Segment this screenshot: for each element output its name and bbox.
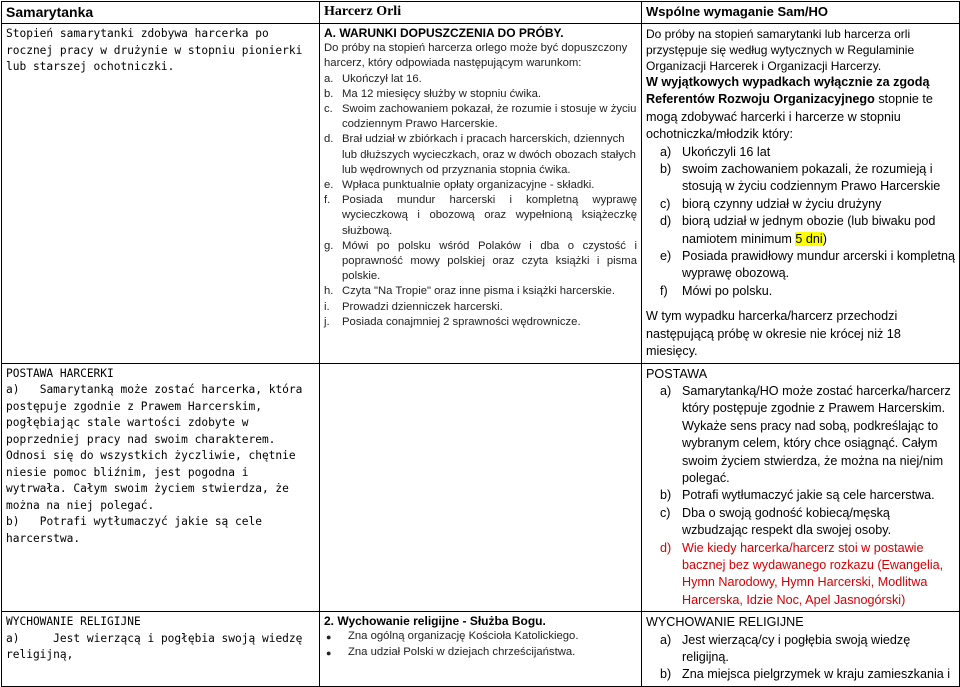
wspolne-condition-b: b) swoim zachowaniem pokazali, że rozumieją i stosują w życiu codziennym Prawo Harcerskie xyxy=(660,162,941,194)
wspolne-religion-b: b) Zna miejsca pielgrzymek w kraju zamieszkania i xyxy=(660,667,951,682)
admission-item-g: g. Mówi po polsku wśród Polaków i dba o czystość i poprawność mowy polskiej oraz czyta książki i pisma polskie. xyxy=(324,239,637,283)
bullet-icon: ● xyxy=(326,648,332,659)
admission-item-h: h. Czyta "Na Tropie" oraz inne pisma i książki harcerskie. xyxy=(324,285,615,298)
attitude-item-b: b) Potrafi wytłumaczyć jakie są cele harcerstwa. xyxy=(6,515,262,545)
header-samarytanka: Samarytanka xyxy=(2,2,320,24)
samarytanka-attitude-cell xyxy=(2,363,320,612)
wspolne-religion-a: a) Jest wierzącą/cy i pogłębia swoją wiedzę religijną. xyxy=(660,632,911,664)
admission-item-b: b. Ma 12 miesięcy służby w stopniu ćwika. xyxy=(324,87,542,100)
wspolne-attitude-list xyxy=(646,383,955,609)
harcerz-religion-item-2: ● Zna udział Polski w dziejach chrześcijaństwa. xyxy=(324,645,637,661)
wspolne-condition-a: a) Ukończyli 16 lat xyxy=(660,144,771,159)
religion-item-a: a) Jest wierzącą i pogłębia swoją wiedzę religijną, xyxy=(6,631,303,662)
wspolne-religion-heading: WYCHOWANIE RELIGIJNE xyxy=(646,615,804,630)
bullet-icon: ● xyxy=(326,632,332,643)
harcerz-religion-heading: 2. Wychowanie religijne - Służba Bogu. xyxy=(324,614,546,629)
wspolne-condition-d: d) biorą udział w jednym obozie (lub biwaku pod namiotem minimum 5 dni) xyxy=(660,214,936,246)
wspolne-attitude-c: c) Dba o swoją godność kobiecą/męską wzbudzając respekt dla swojej osoby. xyxy=(660,505,892,538)
harcerz-orli-admission-cell xyxy=(320,24,642,364)
wspolne-exception-bold: W wyjątkowych wypadkach wyłącznie za zgodą Referentów Rozwoju Organizacyjnego xyxy=(646,75,930,107)
admission-item-a: a. Ukończył lat 16. xyxy=(324,72,422,85)
harcerz-orli-attitude-cell xyxy=(320,363,642,612)
samarytanka-admission-cell xyxy=(2,24,320,364)
wspolne-admission-cell xyxy=(642,24,960,364)
wspolne-attitude-heading: POSTAWA xyxy=(646,366,708,381)
wspolne-intro: Do próby na stopień samarytanki lub harcerza orli przystępuje się według wytycznych w Regulaminie Organizacji Harcerek i Organizacji Harcerzy. xyxy=(646,27,915,73)
admission-row xyxy=(2,24,960,364)
wspolne-religion-list xyxy=(646,632,955,684)
highlighted-duration: 5 dni xyxy=(795,231,823,246)
wspolne-footer: W tym wypadku harcerka/harcerz przechodzi następującą próbę w okresie nie krócej niż 18 miesięcy. xyxy=(646,309,901,359)
wspolne-attitude-b: b) Potrafi wytłumaczyć jakie są cele harcerstwa. xyxy=(660,488,935,503)
religion-heading: WYCHOWANIE RELIGIJNE xyxy=(6,615,141,629)
header-harcerz-orli: Harcerz Orli xyxy=(320,2,642,24)
admission-item-d: d. Brał udział w zbiórkach i pracach harcerskich, dziennych lub dłuższych wycieczkach, oraz w dwóch obozach stałych lub wędrownych od przyznania stopnia ćwika. xyxy=(324,133,636,176)
admission-item-f: f. Posiada mundur harcerski i kompletną wyprawę wycieczkową i obozową oraz wypełnioną książeczkę służbową. xyxy=(324,194,637,237)
header-row xyxy=(2,2,960,24)
wspolne-religion-cell xyxy=(642,612,960,687)
admission-intro: Do próby na stopień harcerza orlego może być dopuszczony harcerz, który odpowiada następującym warunkom: xyxy=(324,42,628,70)
attitude-list xyxy=(6,382,315,547)
attitude-row xyxy=(2,363,960,612)
samarytanka-admission-text: Stopień samarytanki zdobywa harcerka po rocznej pracy w drużynie w stopniu pionierki lub starszej ochotniczki. xyxy=(6,27,303,73)
admission-item-c: c. Swoim zachowaniem pokazał, że rozumie i stosuje w życiu codziennym Prawo Harcerskie. xyxy=(324,103,637,131)
wspolne-conditions-list xyxy=(646,144,955,301)
admission-item-e: e. Wpłaca punktualnie opłaty organizacyjne - składki. xyxy=(324,179,595,192)
wspolne-attitude-cell xyxy=(642,363,960,612)
attitude-item-a: a) Samarytanką może zostać harcerka, która postępuje zgodnie z Prawem Harcerskim, pogłębiając stale wartości zdobyte w poprzedniej pracy nad swoim charakterem. Odnosi się do wszystkich życzliwie, chętnie niesie pomoc bliźnim, jest pogodna i wytrwała. Całym swoim życiem stwierdza, że można na niej polegać. xyxy=(6,383,303,512)
admission-item-j: j. Posiada conajmniej 2 sprawności wędrownicze. xyxy=(324,315,581,328)
wspolne-attitude-d: d) Wie kiedy harcerka/harcerz stoi w postawie bacznej bez wydawanego rozkazu (Ewangelia, Hymn Narodowy, Hymn Harcerski, Modlitwa Harcerska, Idzie Noc, Apel Jasnogórski) xyxy=(660,540,944,607)
harcerz-orli-religion-cell xyxy=(320,612,642,687)
wspolne-condition-e: e) Posiada prawidłowy mundur arcerski i kompletną wyprawę obozową. xyxy=(660,249,955,281)
wspolne-condition-c: c) biorą czynny udział w życiu drużyny xyxy=(660,196,882,211)
wspolne-attitude-a: a) Samarytanką/HO może zostać harcerka/harcerz który postępuje zgodnie z Prawem Harcerskim. Wykaże sens pracy nad sobą, podkreślając to wybranym celem, który chce osiągnąć. Całym swoim życiem stwierdza, że można na niej/nim polegać. xyxy=(660,383,951,485)
requirements-table xyxy=(1,1,960,687)
attitude-heading: POSTAWA HARCERKI xyxy=(6,366,114,380)
wspolne-condition-f: f) Mówi po polsku. xyxy=(660,283,773,298)
samarytanka-religion-cell xyxy=(2,612,320,687)
wspolne-exception xyxy=(646,74,955,144)
admission-heading: A. WARUNKI DOPUSZCZENIA DO PRÓBY. xyxy=(324,26,564,40)
wspolne-exception-rest: stopnie te mogą zdobywać harcerki i harcerze w stopniu ochotniczka/młodzik który: xyxy=(646,92,933,142)
header-wspolne: Wspólne wymaganie Sam/HO xyxy=(642,2,960,24)
harcerz-religion-item-1: ● Zna ogólną organizację Kościoła Katolickiego. xyxy=(324,629,637,645)
admission-item-i: i. Prowadzi dzienniczek harcerski. xyxy=(324,300,503,313)
religion-row xyxy=(2,612,960,687)
admission-list xyxy=(324,72,637,330)
